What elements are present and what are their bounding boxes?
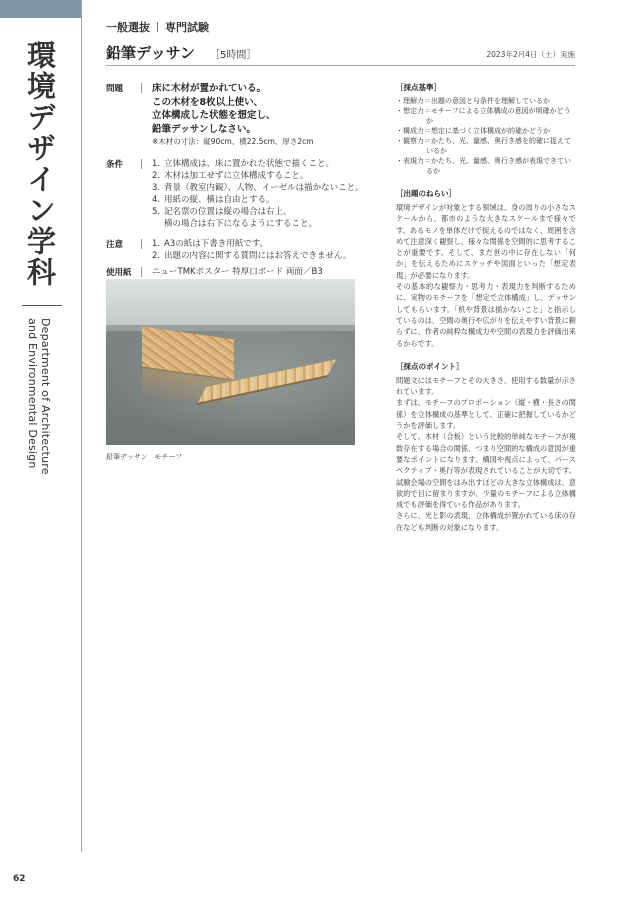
condition-item: 4. 用紙の縦、横は自由とする。 [152,195,275,205]
problem-label: 問題 [106,84,124,94]
points-paragraph: 問題文にはモチーフとその大きさ、使用する数量が示されています。 [396,375,576,397]
motif-photo [106,279,355,445]
points-paragraph: まずは、モチーフのプロポーション（縦・横・長さの関係）を立体構成の基準として、正確に把握しているかどうかを評価します。 [396,398,576,431]
scoring-criteria-section [396,82,576,176]
problem-note: ※木材の寸法：縦90cm、横22.5cm、厚さ2cm [152,137,314,146]
paper-section [106,266,358,278]
condition-item-continued: 横の場合は右下になるようにすること。 [164,219,318,229]
exam-duration: ［5時間］ [210,50,257,61]
problem-section [106,82,358,148]
department-en-line2: and Environmental Design [26,318,39,469]
vertical-divider [81,0,82,852]
section-tab [0,0,81,18]
aim-heading: ［出題のねらい］ [396,189,456,198]
exam-date: 2023年2月4日（土）実施 [486,50,575,59]
points-section [396,361,576,533]
aim-paragraph: 環境デザインが対象とする領域は、身の周りの小さなスケールから、都市のような大きなスケールまで様々です。あるモノを単体だけで捉えるのではなく、周囲を含めて注意深く観察し、様々な関係を空間的に思考することが重要です。そして、まだ世の中に存在しない「何か」を伝えるためにスケッチや図面といった「想定表現」が必要になります。 [396,203,576,280]
subcategory-label: 専門試験 [165,21,209,34]
criteria-item: ・構成力＝想定に基づく立体構成が的確かどうか [396,127,550,135]
department-title-en [26,318,52,475]
conditions-label: 条件 [106,160,124,170]
category-label: 一般選抜 [106,21,150,34]
label-bar [141,239,142,249]
criteria-item: ・想定力＝モチーフによる立体構成の意図が明確かどうか [396,107,571,125]
points-paragraph: さらに、光と影の表現、立体構成が置かれている床の存在なども判断の対象になります。 [396,511,576,532]
side-divider [22,305,62,306]
exam-title: 鉛筆デッサン [106,44,195,62]
conditions-section [106,158,364,230]
condition-item: 1. 立体構成は、床に置かれた状態で描くこと。 [152,159,335,169]
department-en-line1: Department of Architecture [39,318,52,475]
label-bar [141,159,142,169]
condition-item: 2. 木材は加工せずに立体構成すること。 [152,171,309,181]
photo-wall [106,279,355,327]
aim-paragraph: その基本的な観察力・思考力・表現力を判断するために、実物のモチーフを「想定で立体構成」し、デッサンしてもらいます。「机や背景は描かないこと」と指示しているのは、空間の奥行や広がりを伝えやすい背景に頼らずに、作者の純粋な構成力や空間の表現力を評価出来るからです。 [396,282,576,348]
breadcrumb [106,19,209,35]
title-underline [106,65,575,66]
problem-line: この木材を8枚以上使い、 [152,96,264,108]
problem-line: 床に木材が置かれている。 [152,83,267,94]
problem-line: 立体構成した状態を想定し、 [152,110,276,121]
notes-label: 注意 [106,240,124,250]
scoring-criteria-heading: ［採点基準］ [396,83,441,92]
note-item: 1. A3の紙は下書き用紙です。 [152,239,269,249]
points-heading: ［採点のポイント］ [396,361,464,371]
notes-section [106,238,358,262]
label-bar [141,267,142,277]
criteria-item: ・観察力＝かたち、光、量感、奥行き感を的確に捉えているか [396,137,571,155]
breadcrumb-separator [157,22,158,32]
condition-item: 5. 記名票の位置は縦の場合は右上、 [152,207,292,217]
note-item: 2. 出題の内容に関する質問にはお答えできません。 [152,251,352,261]
department-title-jp: 環境デザイン学科 [23,40,57,288]
points-paragraph: そして、木材（合板）という比較的単純なモチーフが複数存在する場合の関係、つまり空間的な構成の意図が重要なポイントになります。構図や視点によって、パースペクティブ・奥行等が表現されていることが大切です。試験会場の空間をはみ出すほどの大きな立体構成は、意欲的で目に留まりますが、少量のモチーフによる立体構成でも評価を得ている作品があります。 [396,432,576,510]
problem-line: 鉛筆デッサンしなさい。 [152,123,256,135]
condition-item: 3. 背景（教室内観）、人物、イーゼルは描かないこと。 [152,183,364,193]
page-number: 62 [13,874,26,884]
photo-caption: 鉛筆デッサン モチーフ [106,453,183,461]
label-bar [141,83,142,93]
aim-section [396,188,576,349]
criteria-item: ・表現力＝かたち、光、量感、奥行き感が表現できているか [396,157,571,175]
criteria-item: ・理解力＝出題の意図と与条件を理解しているか [396,97,550,105]
evaluation-column [396,82,576,545]
exam-details [106,82,364,286]
paper-label: 使用紙 [106,268,132,278]
paper-text: ニューTMKポスター 特厚口ボード 両面／B3 [152,267,323,277]
